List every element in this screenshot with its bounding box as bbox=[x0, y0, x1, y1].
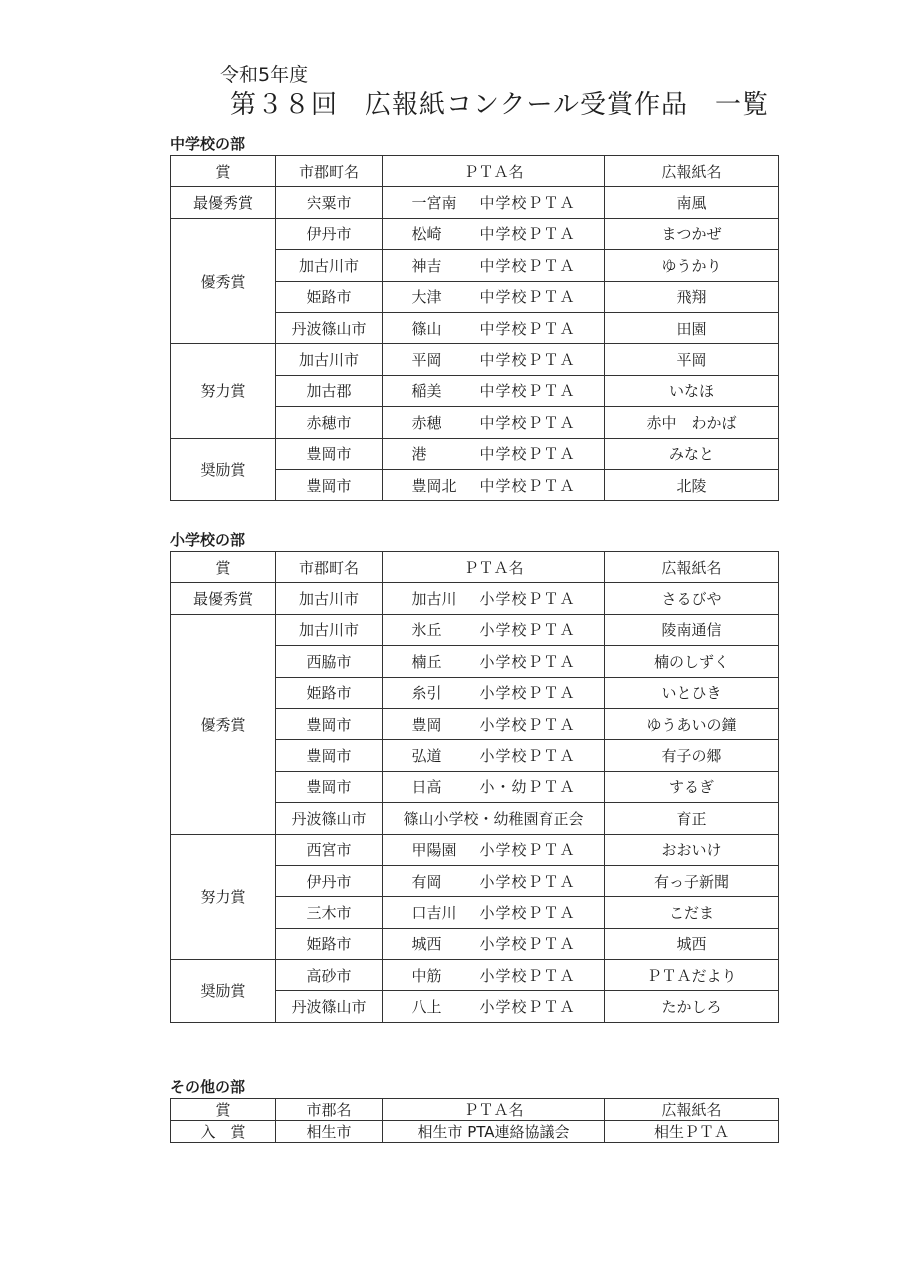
school-name: 氷丘 bbox=[411, 621, 442, 640]
city-cell: 姫路市 bbox=[276, 677, 383, 708]
pta-cell bbox=[383, 344, 605, 375]
city-cell: 高砂市 bbox=[276, 960, 383, 991]
school-name: 港 bbox=[411, 445, 427, 464]
header-city: 市郡町名 bbox=[276, 156, 383, 187]
table-header-row bbox=[171, 552, 779, 583]
newsletter-cell: 北陵 bbox=[605, 469, 779, 500]
school-name: 有岡 bbox=[411, 872, 442, 891]
header-newsletter: 広報紙名 bbox=[605, 156, 779, 187]
school-name: 神吉 bbox=[411, 256, 442, 275]
pta-cell bbox=[383, 250, 605, 281]
pta-type: 中学校ＰＴＡ bbox=[479, 225, 576, 244]
pta-cell bbox=[383, 677, 605, 708]
section-label-other: その他の部 bbox=[170, 1078, 246, 1096]
header-city: 市郡町名 bbox=[276, 552, 383, 583]
section-label-elementary: 小学校の部 bbox=[170, 531, 246, 549]
city-cell: 伊丹市 bbox=[276, 865, 383, 896]
newsletter-cell: 平岡 bbox=[605, 344, 779, 375]
city-cell: 加古川市 bbox=[276, 250, 383, 281]
city-cell: 豊岡市 bbox=[276, 438, 383, 469]
other-table bbox=[170, 1098, 779, 1143]
pta-cell bbox=[383, 771, 605, 802]
elementary-school-body bbox=[171, 583, 779, 1022]
header-newsletter: 広報紙名 bbox=[605, 552, 779, 583]
school-name: 楠丘 bbox=[411, 652, 442, 671]
school-name: 篠山小学校・幼稚園育正会 bbox=[403, 809, 584, 828]
school-name: 赤穂 bbox=[411, 413, 442, 432]
award-cell: 最優秀賞 bbox=[171, 187, 276, 218]
pta-type: 小学校ＰＴＡ bbox=[479, 621, 576, 640]
pta-type: 小学校ＰＴＡ bbox=[479, 872, 576, 891]
pta-cell bbox=[383, 897, 605, 928]
pta-cell bbox=[383, 375, 605, 406]
city-cell: 西宮市 bbox=[276, 834, 383, 865]
newsletter-cell: 陵南通信 bbox=[605, 614, 779, 645]
school-name: 松崎 bbox=[411, 225, 442, 244]
newsletter-cell: ＰＴＡだより bbox=[605, 960, 779, 991]
school-name: 豊岡北 bbox=[411, 476, 457, 495]
table-row bbox=[171, 614, 779, 645]
pta-type: 中学校ＰＴＡ bbox=[479, 319, 576, 338]
table-row bbox=[171, 583, 779, 614]
city-cell: 西脇市 bbox=[276, 646, 383, 677]
school-name: 糸引 bbox=[411, 684, 442, 703]
city-cell: 加古郡 bbox=[276, 375, 383, 406]
pta-type: 中学校ＰＴＡ bbox=[479, 194, 576, 213]
award-cell: 奨励賞 bbox=[171, 438, 276, 501]
newsletter-cell: みなと bbox=[605, 438, 779, 469]
pta-cell bbox=[383, 438, 605, 469]
newsletter-cell: おおいけ bbox=[605, 834, 779, 865]
page-title: 第３８回 広報紙コンクール受賞作品 一覧 bbox=[230, 90, 769, 120]
city-cell: 赤穂市 bbox=[276, 407, 383, 438]
award-cell: 優秀賞 bbox=[171, 614, 276, 834]
pta-type: 中学校ＰＴＡ bbox=[479, 382, 576, 401]
school-name: 稲美 bbox=[411, 382, 442, 401]
table-row bbox=[171, 187, 779, 218]
city-cell: 加古川市 bbox=[276, 583, 383, 614]
pta-type: 小学校ＰＴＡ bbox=[479, 903, 576, 922]
city-cell: 伊丹市 bbox=[276, 218, 383, 249]
table-row bbox=[171, 344, 779, 375]
table-row bbox=[171, 218, 779, 249]
header-city: 市郡名 bbox=[276, 1099, 383, 1121]
elementary-school-table bbox=[170, 551, 779, 1023]
pta-type: 中学校ＰＴＡ bbox=[479, 476, 576, 495]
header-award: 賞 bbox=[171, 552, 276, 583]
newsletter-cell: さるびや bbox=[605, 583, 779, 614]
city-cell: 姫路市 bbox=[276, 928, 383, 959]
pta-type: 中学校ＰＴＡ bbox=[479, 256, 576, 275]
pta-cell bbox=[383, 865, 605, 896]
table-row bbox=[171, 438, 779, 469]
pta-type: 小学校ＰＴＡ bbox=[479, 841, 576, 860]
school-name: 加古川 bbox=[411, 590, 457, 609]
pta-cell bbox=[383, 646, 605, 677]
pta-type: 小学校ＰＴＡ bbox=[479, 652, 576, 671]
school-name: 日高 bbox=[411, 778, 442, 797]
school-name: 大津 bbox=[411, 288, 442, 307]
pta-cell bbox=[383, 218, 605, 249]
city-cell: 宍粟市 bbox=[276, 187, 383, 218]
city-cell: 加古川市 bbox=[276, 344, 383, 375]
newsletter-cell: ゆうあいの鐘 bbox=[605, 708, 779, 739]
award-cell: 最優秀賞 bbox=[171, 583, 276, 614]
header-award: 賞 bbox=[171, 156, 276, 187]
award-cell: 努力賞 bbox=[171, 344, 276, 438]
pta-cell bbox=[383, 740, 605, 771]
school-name: 中筋 bbox=[411, 966, 442, 985]
pta-cell bbox=[383, 407, 605, 438]
pta-type: 中学校ＰＴＡ bbox=[479, 413, 576, 432]
pta-type: 小学校ＰＴＡ bbox=[479, 935, 576, 954]
city-cell: 丹波篠山市 bbox=[276, 991, 383, 1022]
city-cell: 豊岡市 bbox=[276, 708, 383, 739]
middle-school-body bbox=[171, 187, 779, 501]
newsletter-cell: たかしろ bbox=[605, 991, 779, 1022]
fiscal-year: 令和5年度 bbox=[220, 64, 309, 86]
newsletter-cell: こだま bbox=[605, 897, 779, 928]
table-header-row bbox=[171, 156, 779, 187]
newsletter-cell: 有っ子新聞 bbox=[605, 865, 779, 896]
pta-cell bbox=[383, 991, 605, 1022]
section-label-middle: 中学校の部 bbox=[170, 135, 246, 153]
school-name: 豊岡 bbox=[411, 715, 442, 734]
school-name: 弘道 bbox=[411, 747, 442, 766]
header-newsletter: 広報紙名 bbox=[605, 1099, 779, 1121]
school-name: 城西 bbox=[411, 935, 442, 954]
newsletter-cell: 城西 bbox=[605, 928, 779, 959]
award-cell: 優秀賞 bbox=[171, 218, 276, 344]
pta-type: 中学校ＰＴＡ bbox=[479, 351, 576, 370]
pta-cell bbox=[383, 803, 605, 834]
pta-cell bbox=[383, 187, 605, 218]
newsletter-cell: 赤中 わかば bbox=[605, 407, 779, 438]
school-name: 平岡 bbox=[411, 351, 442, 370]
pta-type: 小学校ＰＴＡ bbox=[479, 590, 576, 609]
pta-cell bbox=[383, 469, 605, 500]
table-row bbox=[171, 834, 779, 865]
city-cell: 丹波篠山市 bbox=[276, 803, 383, 834]
school-name: 口吉川 bbox=[411, 903, 457, 922]
school-name: 一宮南 bbox=[411, 194, 457, 213]
newsletter-cell: いなほ bbox=[605, 375, 779, 406]
header-award: 賞 bbox=[171, 1099, 276, 1121]
award-cell: 奨励賞 bbox=[171, 960, 276, 1023]
pta-type: 中学校ＰＴＡ bbox=[479, 288, 576, 307]
school-name: 篠山 bbox=[411, 319, 442, 338]
pta-type: 小学校ＰＴＡ bbox=[479, 998, 576, 1017]
middle-school-table bbox=[170, 155, 779, 501]
header-pta: ＰＴＡ名 bbox=[383, 156, 605, 187]
pta-cell bbox=[383, 312, 605, 343]
city-cell: 三木市 bbox=[276, 897, 383, 928]
newsletter-cell: 育正 bbox=[605, 803, 779, 834]
city-cell: 加古川市 bbox=[276, 614, 383, 645]
header-pta: ＰＴＡ名 bbox=[383, 1099, 605, 1121]
newsletter-cell: 田園 bbox=[605, 312, 779, 343]
newsletter-cell: いとひき bbox=[605, 677, 779, 708]
city-cell: 相生市 bbox=[276, 1121, 383, 1143]
city-cell: 豊岡市 bbox=[276, 771, 383, 802]
pta-cell: 相生市 PTA連絡協議会 bbox=[383, 1121, 605, 1143]
pta-cell bbox=[383, 834, 605, 865]
pta-cell bbox=[383, 281, 605, 312]
newsletter-cell: 南風 bbox=[605, 187, 779, 218]
newsletter-cell: ゆうかり bbox=[605, 250, 779, 281]
school-name: 甲陽園 bbox=[411, 841, 457, 860]
table-row bbox=[171, 1121, 779, 1143]
award-cell: 入 賞 bbox=[171, 1121, 276, 1143]
city-cell: 豊岡市 bbox=[276, 740, 383, 771]
newsletter-cell: 飛翔 bbox=[605, 281, 779, 312]
pta-cell bbox=[383, 960, 605, 991]
pta-type: 小学校ＰＴＡ bbox=[479, 747, 576, 766]
table-row bbox=[171, 960, 779, 991]
newsletter-cell: するぎ bbox=[605, 771, 779, 802]
city-cell: 姫路市 bbox=[276, 281, 383, 312]
pta-type: 中学校ＰＴＡ bbox=[479, 445, 576, 464]
pta-type: 小学校ＰＴＡ bbox=[479, 684, 576, 703]
pta-type: 小学校ＰＴＡ bbox=[479, 966, 576, 985]
city-cell: 豊岡市 bbox=[276, 469, 383, 500]
pta-cell bbox=[383, 708, 605, 739]
newsletter-cell: 相生ＰＴＡ bbox=[605, 1121, 779, 1143]
city-cell: 丹波篠山市 bbox=[276, 312, 383, 343]
newsletter-cell: 楠のしずく bbox=[605, 646, 779, 677]
newsletter-cell: 有子の郷 bbox=[605, 740, 779, 771]
table-header-row bbox=[171, 1099, 779, 1121]
pta-cell bbox=[383, 614, 605, 645]
newsletter-cell: まつかぜ bbox=[605, 218, 779, 249]
pta-cell bbox=[383, 583, 605, 614]
school-name: 八上 bbox=[411, 998, 442, 1017]
header-pta: ＰＴＡ名 bbox=[383, 552, 605, 583]
pta-type: 小・幼ＰＴＡ bbox=[479, 778, 576, 797]
award-cell: 努力賞 bbox=[171, 834, 276, 960]
pta-cell bbox=[383, 928, 605, 959]
pta-type: 小学校ＰＴＡ bbox=[479, 715, 576, 734]
